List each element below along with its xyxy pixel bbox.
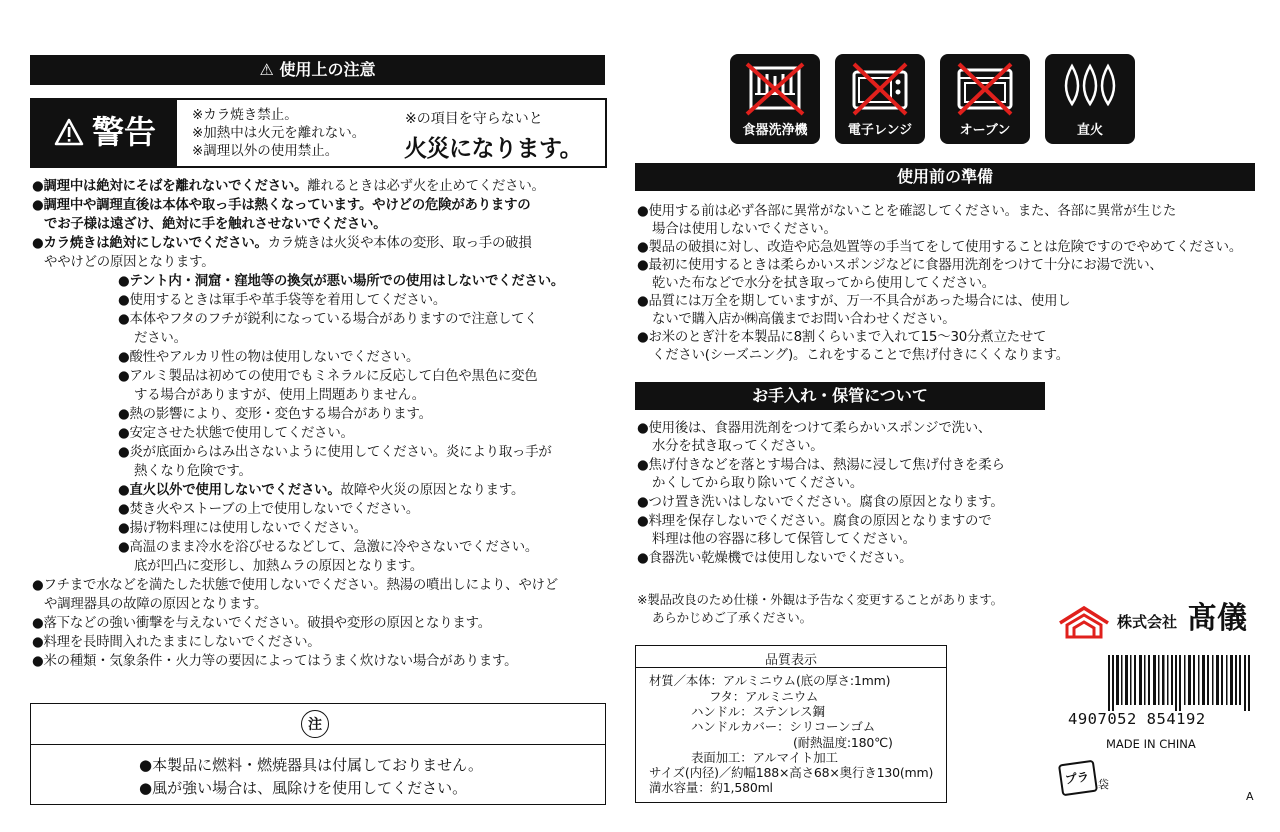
caution-line: ●調理中や調理直後は本体や取っ手は熱くなっています。やけどの危険がありますの xyxy=(32,198,531,213)
caution-line: ●熱の影響により、変形・変色する場合があります。 xyxy=(118,407,432,422)
caution-line: 底が凹凸に変形し、加熱ムラの原因となります。 xyxy=(134,559,424,574)
microwave-prohibited-icon xyxy=(850,62,910,116)
spec-header: 品質表示 xyxy=(764,653,817,668)
care-footnote: ※製品改良のため仕様・外観は予告なく変更することがあります。 xyxy=(637,592,1003,607)
warning-box xyxy=(30,98,607,168)
note-divider xyxy=(31,744,605,745)
warning-item: ※調理以外の使用禁止。 xyxy=(192,143,339,159)
microwave-tile xyxy=(835,54,925,144)
note-badge-text: 注 xyxy=(308,717,322,733)
spec-line: (耐熱温度:180℃) xyxy=(793,735,893,750)
caution-line: ●料理を長時間入れたままにしないでください。 xyxy=(32,635,321,650)
prep-line: ●品質には万全を期していますが、万一不具合があった場合には、使用し xyxy=(637,294,1071,309)
recycle-suffix: 袋 xyxy=(1098,778,1109,791)
caution-line: ●酸性やアルカリ性の物は使用しないでください。 xyxy=(118,350,420,365)
caution-line: ●調理中は絶対にそばを離れないでください。離れるときは必ず火を止めてください。 xyxy=(32,179,545,194)
prep-line: 乾いた布などで水分を拭き取ってから使用してください。 xyxy=(652,276,995,291)
warning-triangle-icon xyxy=(54,118,84,146)
barcode xyxy=(1108,655,1256,711)
caution-line: ●炎が底面からはみ出さないように使用してください。炎により取っ手が xyxy=(118,445,552,460)
care-line: 水分を拭き取ってください。 xyxy=(652,439,824,454)
caution-line: する場合がありますが、使用上問題ありません。 xyxy=(134,388,425,403)
note-line: ●風が強い場合は、風除けを使用してください。 xyxy=(139,779,468,797)
company-prefix: 株式会社 xyxy=(1117,613,1178,631)
caution-line: ●フチまで水などを満たした状態で使用しないでください。熱湯の噴出しにより、やけど xyxy=(32,578,558,593)
corner-letter: A xyxy=(1246,790,1254,803)
prep-header: 使用前の準備 xyxy=(635,163,1255,191)
care-line: ●料理を保存しないでください。腐食の原因となりますので xyxy=(637,514,992,529)
prep-line: ないで購入店か㈱高儀までお問い合わせください。 xyxy=(652,312,956,327)
oven-tile xyxy=(940,54,1030,144)
caution-line: ●米の種類・気象条件・火力等の要因によってはうまく炊けない場合があります。 xyxy=(32,654,518,669)
caution-line: ●焚き火やストーブの上で使用しないでください。 xyxy=(118,502,420,517)
company-logo-icon xyxy=(1058,605,1110,639)
care-line: ●つけ置き洗いはしないでください。腐食の原因となります。 xyxy=(637,495,1004,510)
caution-line: や調理器具の故障の原因となります。 xyxy=(44,597,268,612)
caution-line: ●揚げ物料理には使用しないでください。 xyxy=(118,521,367,536)
caution-header: ⚠ 使用上の注意 xyxy=(30,55,605,85)
spec-line: 材質／本体：アルミニウム(底の厚さ:1mm) xyxy=(649,673,891,688)
care-header: お手入れ・保管について xyxy=(635,382,1045,410)
barcode-number: 4907052 854192 xyxy=(1068,710,1206,728)
care-line: ●焦げ付きなどを落とす場合は、熱湯に浸して焦げ付きを柔ら xyxy=(637,458,1005,473)
caution-line: ●カラ焼きは絶対にしないでください。カラ焼きは火災や本体の変形、取っ手の破損 xyxy=(32,236,532,251)
caution-line: ●本体やフタのフチが鋭利になっている場合がありますので注意してく xyxy=(118,312,538,327)
prep-line: ●使用する前は必ず各部に異常がないことを確認してください。また、各部に異常が生じた xyxy=(637,204,1177,219)
warning-title: 警告 xyxy=(92,113,157,151)
prep-line: ●製品の破損に対し、改造や応急処置等の手当てをして使用することは危険ですのでやめてください。 xyxy=(637,240,1243,255)
prep-line: 場合は使用しないでください。 xyxy=(652,222,837,237)
warning-note: ※の項目を守らないと xyxy=(405,111,543,127)
warning-triangle-icon: ⚠ xyxy=(259,60,280,79)
caution-line: ●安定させた状態で使用してください。 xyxy=(118,426,354,441)
caution-line: ●アルミ製品は初めての使用でもミネラルに反応して白色や黒色に変色 xyxy=(118,369,538,384)
prep-line: ●お米のとぎ汁を本製品に8割くらいまで入れて15〜30分煮立たせて xyxy=(637,330,1047,345)
note-badge xyxy=(301,710,329,738)
open-flame-tile xyxy=(1045,54,1135,144)
warning-item: ※加熱中は火元を離れない。 xyxy=(192,125,366,141)
recycle-mark-icon xyxy=(1058,760,1098,797)
spec-line: 表面加工：アルマイト加工 xyxy=(691,750,838,765)
spec-box xyxy=(635,645,947,803)
note-box xyxy=(30,703,606,805)
oven-prohibited-icon xyxy=(955,62,1015,116)
dishwasher-prohibited-icon xyxy=(745,62,805,116)
dishwasher-tile xyxy=(730,54,820,144)
company-name: 髙儀 xyxy=(1187,601,1247,636)
warning-result: 火災になります。 xyxy=(404,136,583,162)
icon-label: 直火 xyxy=(1076,123,1103,138)
care-footnote: あらかじめご了承ください。 xyxy=(652,610,812,625)
caution-line: ●高温のまま冷水を浴びせるなどして、急激に冷やさないでください。 xyxy=(118,540,539,555)
prep-line: ●最初に使用するときは柔らかいスポンジなどに食器用洗剤をつけて十分にお湯で洗い、 xyxy=(637,258,1163,273)
spec-line: ハンドルカバー：シリコーンゴム xyxy=(691,719,876,734)
care-line: ●使用後は、食器用洗剤をつけて柔らかいスポンジで洗い、 xyxy=(637,421,992,436)
spec-line: サイズ(内径)／約幅188×高さ68×奥行き130(mm) xyxy=(649,765,934,780)
caution-line: ●テント内・洞窟・窪地等の換気が悪い場所での使用はしないでください。 xyxy=(118,274,565,289)
caution-line: ややけどの原因となります。 xyxy=(44,255,215,270)
care-line: ●食器洗い乾燥機では使用しないでください。 xyxy=(637,551,913,566)
prep-line: ください(シーズニング)。これをすることで焦げ付きにくくなります。 xyxy=(652,348,1069,363)
spec-line: フタ：アルミニウム xyxy=(709,689,819,704)
origin-label: MADE IN CHINA xyxy=(1106,737,1196,751)
caution-line: ださい。 xyxy=(134,331,187,346)
spec-line: 満水容量：約1,580ml xyxy=(649,780,773,795)
warning-title-block xyxy=(32,100,177,166)
spec-line: ハンドル：ステンレス鋼 xyxy=(691,704,825,719)
icon-label: 電子レンジ xyxy=(847,123,913,138)
caution-line: ●使用するときは軍手や革手袋等を着用してください。 xyxy=(118,293,447,308)
warning-item: ※カラ焼き禁止。 xyxy=(192,107,298,123)
care-line: かくしてから取り除いてください。 xyxy=(652,476,864,491)
note-line: ●本製品に燃料・燃焼器具は付属しておりません。 xyxy=(139,756,483,774)
caution-line: ●直火以外で使用しないでください。故障や火災の原因となります。 xyxy=(118,483,525,498)
icon-label: オーブン xyxy=(959,123,1011,138)
warning-item-list xyxy=(192,106,365,160)
caution-line: でお子様は遠ざけ、絶対に手を触れさせないでください。 xyxy=(44,217,387,232)
caution-line: ●落下などの強い衝撃を与えないでください。破損や変形の原因となります。 xyxy=(32,616,491,631)
open-flame-icon xyxy=(1060,62,1120,116)
icon-label: 食器洗浄機 xyxy=(742,123,808,138)
care-line: 料理は他の容器に移して保管してください。 xyxy=(652,532,916,547)
spec-divider xyxy=(636,667,946,668)
recycle-mark-text: プラ xyxy=(1064,769,1090,787)
caution-line: 熱くなり危険です。 xyxy=(134,464,252,479)
